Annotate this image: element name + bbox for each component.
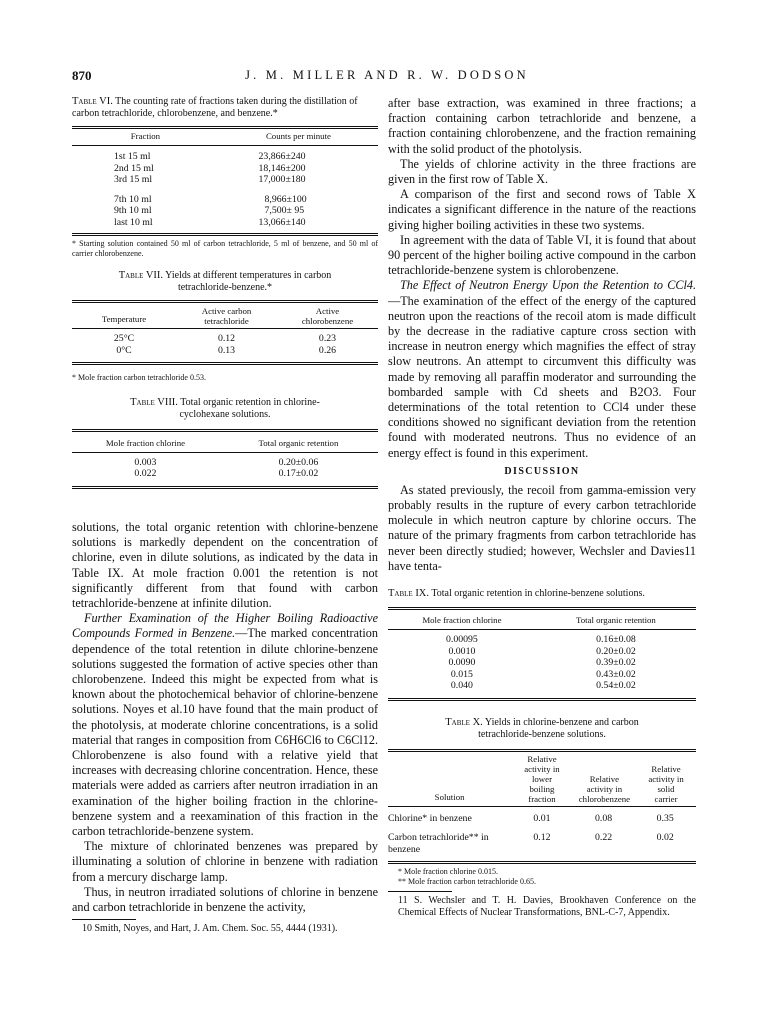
table9-cell: 0.43±0.02 xyxy=(596,668,636,680)
table9-cell: 0.39±0.02 xyxy=(596,657,636,669)
table6-cell: 8,966±100 xyxy=(264,193,307,205)
table7-cell: 0°C xyxy=(116,344,132,356)
table9-cell: 0.015 xyxy=(450,668,473,680)
table10-cell: 0.12 xyxy=(533,832,551,844)
left-paragraph-2-body: —The marked concentration dependence of the total retention in dilute chlorine-benzene solutions suggested the formation of active species other than chlorobenzene. Indeed this might be expected from what is known about the photochemical behavior of chlorine-benzene solutions. Noyes et al.10 have found that the main product of the photolysis, at moderate chlorine concentrations, is a solid material that ranges in composition from C6H6Cl6 to C6Cl12. Chlorobenzene is also found with a relative yield that increases with decreasing chlorine concentration. Hence, these materials were added as carriers after neutron irradiation in an examination of the higher boiling fraction in the chlorine-benzene system and a reexamination of this fraction in the carbon tetrachloride-benzene system. xyxy=(72,626,378,839)
table10-col-solution: Solution xyxy=(434,791,465,802)
table8-cell: 0.17±0.02 xyxy=(278,468,319,479)
table6-cell: 18,146±200 xyxy=(258,162,306,174)
table-row xyxy=(388,657,696,669)
table9-caption xyxy=(388,588,696,600)
left-column-tables xyxy=(72,96,378,489)
table7-col-carbon-tet: Active carbon tetrachloride xyxy=(201,306,252,326)
table7-col-chlorobenzene: Active chlorobenzene xyxy=(301,306,354,326)
table10-caption-text: Yields in chlorine-benzene and carbon tetrachloride-benzene solutions. xyxy=(478,716,639,740)
table7-col-temperature: Temperature xyxy=(101,314,147,324)
right-paragraph-5-body: —The examination of the effect of the energy of the captured neutron upon the reactions of the recoil atom is made difficult by the decrease in the radiative capture cross section with increase in neutron energy which magnifies the effect of stray slow neutrons. An attempt to circumvent this difficulty was made by removing all paraffin moderator and surrounding the bombarded sample with Cd sheets and B2O3. Four determinations of the total retention to CCl4 under these conditions showed no significant deviation from the retention found with moderated neutrons. Thus no evidence of an energy effect is found in this experiment. xyxy=(388,293,696,460)
left-paragraph-4: Thus, in neutron irradiated solutions of chlorine in benzene and carbon tetrachloride in benzene the activity, xyxy=(72,884,378,915)
reference-10: 10 Smith, Noyes, and Hart, J. Am. Chem. Soc. 55, 4444 (1931). xyxy=(82,923,338,935)
table10-footnote-2: ** Mole fraction carbon tetrachloride 0.65. xyxy=(398,876,536,886)
table8-label: Table VIII. xyxy=(130,396,178,408)
table-row xyxy=(388,669,696,681)
table10-caption xyxy=(388,717,696,741)
table7-cell: 0.26 xyxy=(318,344,337,356)
table6-cell: 7th 10 ml xyxy=(114,193,152,205)
table9-cell: 0.0090 xyxy=(448,657,476,669)
table8-cell: 0.022 xyxy=(134,468,157,479)
right-column xyxy=(388,96,696,919)
table8-cell: 0.20±0.06 xyxy=(278,456,319,468)
table9-cell: 0.00095 xyxy=(445,634,478,646)
table6-cell: 7,500± 95 xyxy=(264,205,305,216)
table6-col-fraction: Fraction xyxy=(130,131,161,141)
table9-col-mole-fraction: Mole fraction chlorine xyxy=(422,615,502,626)
table-row xyxy=(72,457,378,469)
table9-cell: 0.0010 xyxy=(448,645,476,657)
right-paragraph-4: In agreement with the data of Table VI, it is found that about 90 percent of the higher boiling active compound in the carbon tetrachloride-benzene system is chlorobenzene. xyxy=(388,232,696,278)
table9-body xyxy=(388,634,696,692)
table6-cell: 3rd 15 ml xyxy=(114,174,153,185)
table-row xyxy=(388,634,696,646)
table9-cell: 0.20±0.02 xyxy=(596,645,636,657)
table8 xyxy=(72,436,378,450)
right-paragraph-1: after base extraction, was examined in three fractions; a fraction containing carbon tetrachloride and benzene, a fraction containing chlorobenzene, and the fraction remaining with the solid product of the photolysis. xyxy=(388,96,696,156)
table6-cell: 13,066±140 xyxy=(258,216,306,228)
table-row xyxy=(72,468,378,480)
right-paragraph-5 xyxy=(388,278,696,460)
page-number: 870 xyxy=(72,68,92,83)
table10-cell: 0.08 xyxy=(595,812,613,824)
left-column-text xyxy=(72,520,378,935)
table10-footnote-1: * Mole fraction chlorine 0.015. xyxy=(398,867,498,877)
table10-col-solid-carrier: Relative activity in solid carrier xyxy=(648,763,684,804)
left-paragraph-1: solutions, the total organic retention with chlorine-benzene solutions is markedly dependent on the concentration of chlorine, even in dilute solutions, as indicated by the data in Table IX. At mole fraction 0.001 the retention is not significantly different from that found with carbon tetrachloride-benzene at infinite dilution. xyxy=(72,520,378,611)
table-row xyxy=(72,151,378,163)
table9-caption-text: Total organic retention in chlorine-benzene solutions. xyxy=(431,588,645,600)
table7-cell: 0.13 xyxy=(217,344,236,356)
table9-cell: 0.54±0.02 xyxy=(596,680,636,692)
table-row xyxy=(72,217,378,229)
table8-col-mole-fraction: Mole fraction chlorine xyxy=(105,437,186,448)
right-paragraph-2: The yields of chlorine activity in the three fractions are given in the first row of Table X. xyxy=(388,156,696,187)
table-row xyxy=(388,813,696,825)
table8-body xyxy=(72,457,378,480)
running-head: J. M. MILLER AND R. W. DODSON xyxy=(245,68,529,82)
table10-col-lower-boiling: Relative activity in lower boiling fraction xyxy=(524,753,560,804)
table10-body xyxy=(388,813,696,856)
table-row xyxy=(72,163,378,175)
table-row xyxy=(388,832,696,855)
table6-label: Table VI. xyxy=(72,96,113,107)
table6-caption-text: The counting rate of fractions taken during the distillation of carbon tetrachloride, chlorobenzene, and benzene.* xyxy=(72,96,358,119)
section-title-neutron-energy: The Effect of Neutron Energy Upon the Retention to CCl4. xyxy=(400,278,696,293)
table7-caption xyxy=(72,270,378,294)
table-row xyxy=(72,194,378,206)
table7-caption-text: Yields at different temperatures in carbon tetrachloride-benzene.* xyxy=(165,270,332,293)
table9-cell: 0.16±0.08 xyxy=(596,634,636,646)
table8-cell: 0.003 xyxy=(134,456,157,468)
table6-cell: 23,866±240 xyxy=(258,151,306,162)
table8-col-retention: Total organic retention xyxy=(258,437,339,448)
page-header xyxy=(72,68,702,86)
table6-cell: 1st 15 ml xyxy=(114,151,151,162)
table10-cell: 0.22 xyxy=(595,832,613,844)
left-paragraph-2 xyxy=(72,611,378,839)
table6-col-counts: Counts per minute xyxy=(265,131,331,141)
table6-body xyxy=(72,151,378,228)
table6 xyxy=(72,129,378,143)
table7 xyxy=(72,306,378,326)
discussion-heading: DISCUSSION xyxy=(504,465,580,477)
table7-footnote: * Mole fraction carbon tetrachloride 0.53. xyxy=(72,373,206,382)
table8-caption xyxy=(72,397,378,421)
table10-col-chlorobenzene: Relative activity in chlorobenzene xyxy=(578,773,631,804)
table9-label: Table IX. xyxy=(388,588,430,600)
table-row xyxy=(388,646,696,658)
table-row xyxy=(388,680,696,692)
table9-cell: 0.040 xyxy=(450,680,473,692)
table6-caption xyxy=(72,96,378,120)
table7-cell: 0.23 xyxy=(318,333,337,344)
table9 xyxy=(388,613,696,627)
table8-caption-text: Total organic retention in chlorine-cyclohexane solutions. xyxy=(179,396,320,420)
table7-cell: 25°C xyxy=(113,333,135,344)
section-title-further: Further Examination of the Higher Boiling Radioactive Compounds Formed in Benzene. xyxy=(72,611,378,641)
table6-footnote: * Starting solution contained 50 ml of carbon tetrachloride, 5 ml of benzene, and 50 ml of carrier chlorobenzene. xyxy=(72,239,378,258)
table6-cell: 17,000±180 xyxy=(258,174,306,185)
table6-cell: 9th 10 ml xyxy=(114,205,152,216)
table-row xyxy=(72,205,378,217)
right-paragraph-6: As stated previously, the recoil from gamma-emission very probably results in the rupture of every carbon tetrachloride molecule in which neutron capture by chlorine occurs. The nature of the primary fragments from carbon tetrachloride has never been directly studied; however, Wechsler and Davies11 have tenta- xyxy=(388,482,696,573)
table9-col-retention: Total organic retention xyxy=(575,615,656,626)
table-row xyxy=(72,333,378,345)
table10-cell: 0.35 xyxy=(656,812,674,824)
table10-label: Table X. xyxy=(445,716,483,728)
table10 xyxy=(388,754,696,804)
table6-cell: last 10 ml xyxy=(114,216,153,228)
table-row xyxy=(72,345,378,357)
table7-body xyxy=(72,333,378,356)
table10-cell: 0.02 xyxy=(656,832,674,844)
table10-cell: 0.01 xyxy=(533,812,551,824)
left-paragraph-3: The mixture of chlorinated benzenes was prepared by illuminating a solution of chlorine in benzene with radiation from a mercury discharge lamp. xyxy=(72,839,378,884)
table10-cell: Carbon tetrachloride** in benzene xyxy=(388,832,489,855)
reference-11: 11 S. Wechsler and T. H. Davies, Brookhaven Conference on the Chemical Effects of Nuclear Transformations, BNL-C-7, Appendix. xyxy=(398,895,696,919)
table7-cell: 0.12 xyxy=(217,333,236,344)
table-row xyxy=(72,174,378,186)
table6-cell: 2nd 15 ml xyxy=(114,162,154,174)
table7-label: Table VII. xyxy=(118,270,164,281)
right-paragraph-3: A comparison of the first and second rows of Table X indicates a significant difference in the nature of the reactions giving higher boiling activities in these two systems. xyxy=(388,187,696,232)
table10-cell: Chlorine* in benzene xyxy=(388,812,472,824)
